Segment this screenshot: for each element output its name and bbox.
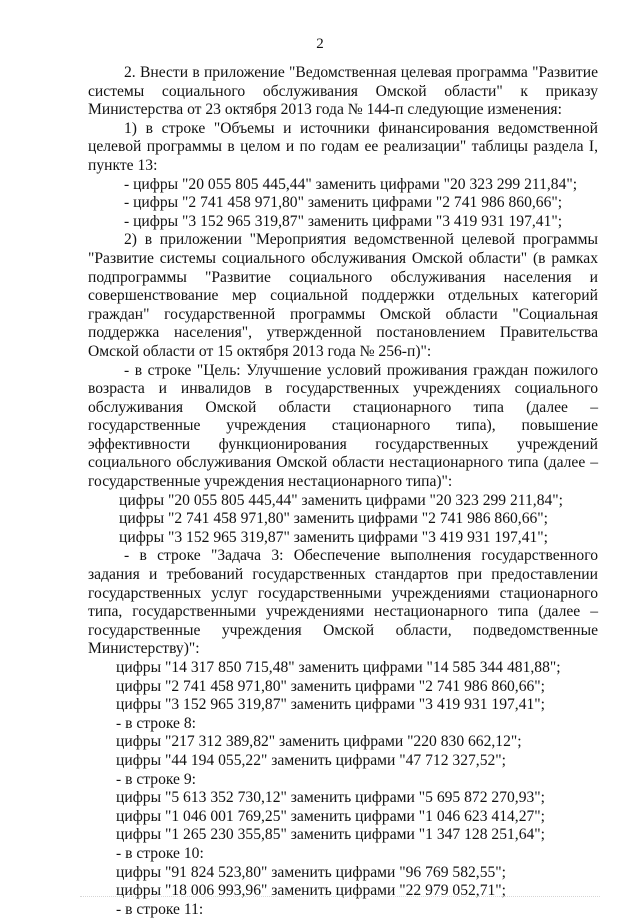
change-line: цифры "91 824 523,80" заменить цифрами "96 769 582,55"; bbox=[116, 863, 506, 881]
scan-edge-artifact bbox=[80, 896, 600, 899]
change-line: цифры "5 613 352 730,12" заменить цифрами "5 695 872 270,93"; bbox=[116, 789, 545, 807]
subitem-1: 1) в строке "Объемы и источники финансирования ведомственной целевой программы в целом и по годам ее реализации" таблицы раздела I, пункте 13: bbox=[88, 119, 598, 174]
subitem-2: 2) в приложении "Мероприятия ведомственной целевой программы "Развитие системы социального обслуживания Омской области" (в рамках подпрограммы "Развитие социального обслуживания населения и совершенствование мер социальной поддержки отдельных категорий граждан" государственной программы Омской области "Социальная поддержка населения", утвержденной постановлением Правительства Омской области от 15 октября 2013 года № 256-п)": bbox=[88, 231, 598, 360]
change-line: цифры "14 317 850 715,48" заменить цифрами "14 585 344 481,88"; bbox=[116, 659, 561, 676]
change-line: - цифры "3 152 965 319,87" заменить цифрами "3 419 931 197,41"; bbox=[124, 212, 563, 230]
page-number: 2 bbox=[316, 36, 324, 52]
change-line: цифры "2 741 458 971,80" заменить цифрами "2 741 986 860,66"; bbox=[116, 677, 545, 695]
row-heading: - в строке 11: bbox=[116, 900, 204, 918]
change-line: цифры "217 312 389,82" заменить цифрами "220 830 662,12"; bbox=[116, 733, 522, 751]
change-line: цифры "18 006 993,96" заменить цифрами "22 979 052,71"; bbox=[116, 882, 506, 900]
document-body bbox=[88, 64, 598, 919]
change-line: цифры "2 741 458 971,80" заменить цифрами "2 741 986 860,66"; bbox=[119, 510, 548, 528]
change-line: цифры "20 055 805 445,44" заменить цифрами "20 323 299 211,84"; bbox=[119, 491, 563, 509]
goal-row-change: - в строке "Цель: Улучшение условий проживания граждан пожилого возраста и инвалидов в государственных учреждениях социального обслуживания Омской области стационарного типа (далее – государственные учреждения стационарного типа), повышение эффективности функционирования государственных учреждений социального обслуживания Омской области нестационарного типа (далее – государственные учреждения нестационарного типа)": bbox=[88, 361, 598, 491]
change-line: цифры "1 265 230 355,85" заменить цифрами "1 347 128 251,64"; bbox=[116, 826, 545, 844]
change-line: цифры "1 046 001 769,25" заменить цифрами "1 046 623 414,27"; bbox=[116, 807, 545, 825]
change-line: - цифры "2 741 458 971,80" заменить цифрами "2 741 986 860,66"; bbox=[124, 194, 563, 212]
task3-row-change: - в строке "Задача 3: Обеспечение выполнения государственного задания и требований государственных стандартов при предоставлении государственных услуг государственными учреждениями стационарного типа, государственными учреждениями нестационарного типа (далее – государственные учреждения Омской области, подведомственные Министерству)": bbox=[88, 547, 598, 658]
row-heading: - в строке 8: bbox=[116, 714, 197, 732]
row-heading: - в строке 10: bbox=[116, 844, 204, 862]
change-line: цифры "3 152 965 319,87" заменить цифрами "3 419 931 197,41"; bbox=[116, 696, 545, 714]
paragraph-item-2: 2. Внести в приложение "Ведомственная целевая программа "Развитие системы социального обслуживания Омской области" к приказу Министерства от 23 октября 2013 года № 144-п следующие изменения: bbox=[88, 64, 598, 119]
change-line: цифры "3 152 965 319,87" заменить цифрами "3 419 931 197,41"; bbox=[119, 528, 548, 546]
change-line: - цифры "20 055 805 445,44" заменить цифрами "20 323 299 211,84"; bbox=[124, 175, 578, 193]
row-heading: - в строке 9: bbox=[116, 770, 197, 788]
change-line: цифры "44 194 055,22" заменить цифрами "47 712 327,52"; bbox=[116, 751, 506, 769]
